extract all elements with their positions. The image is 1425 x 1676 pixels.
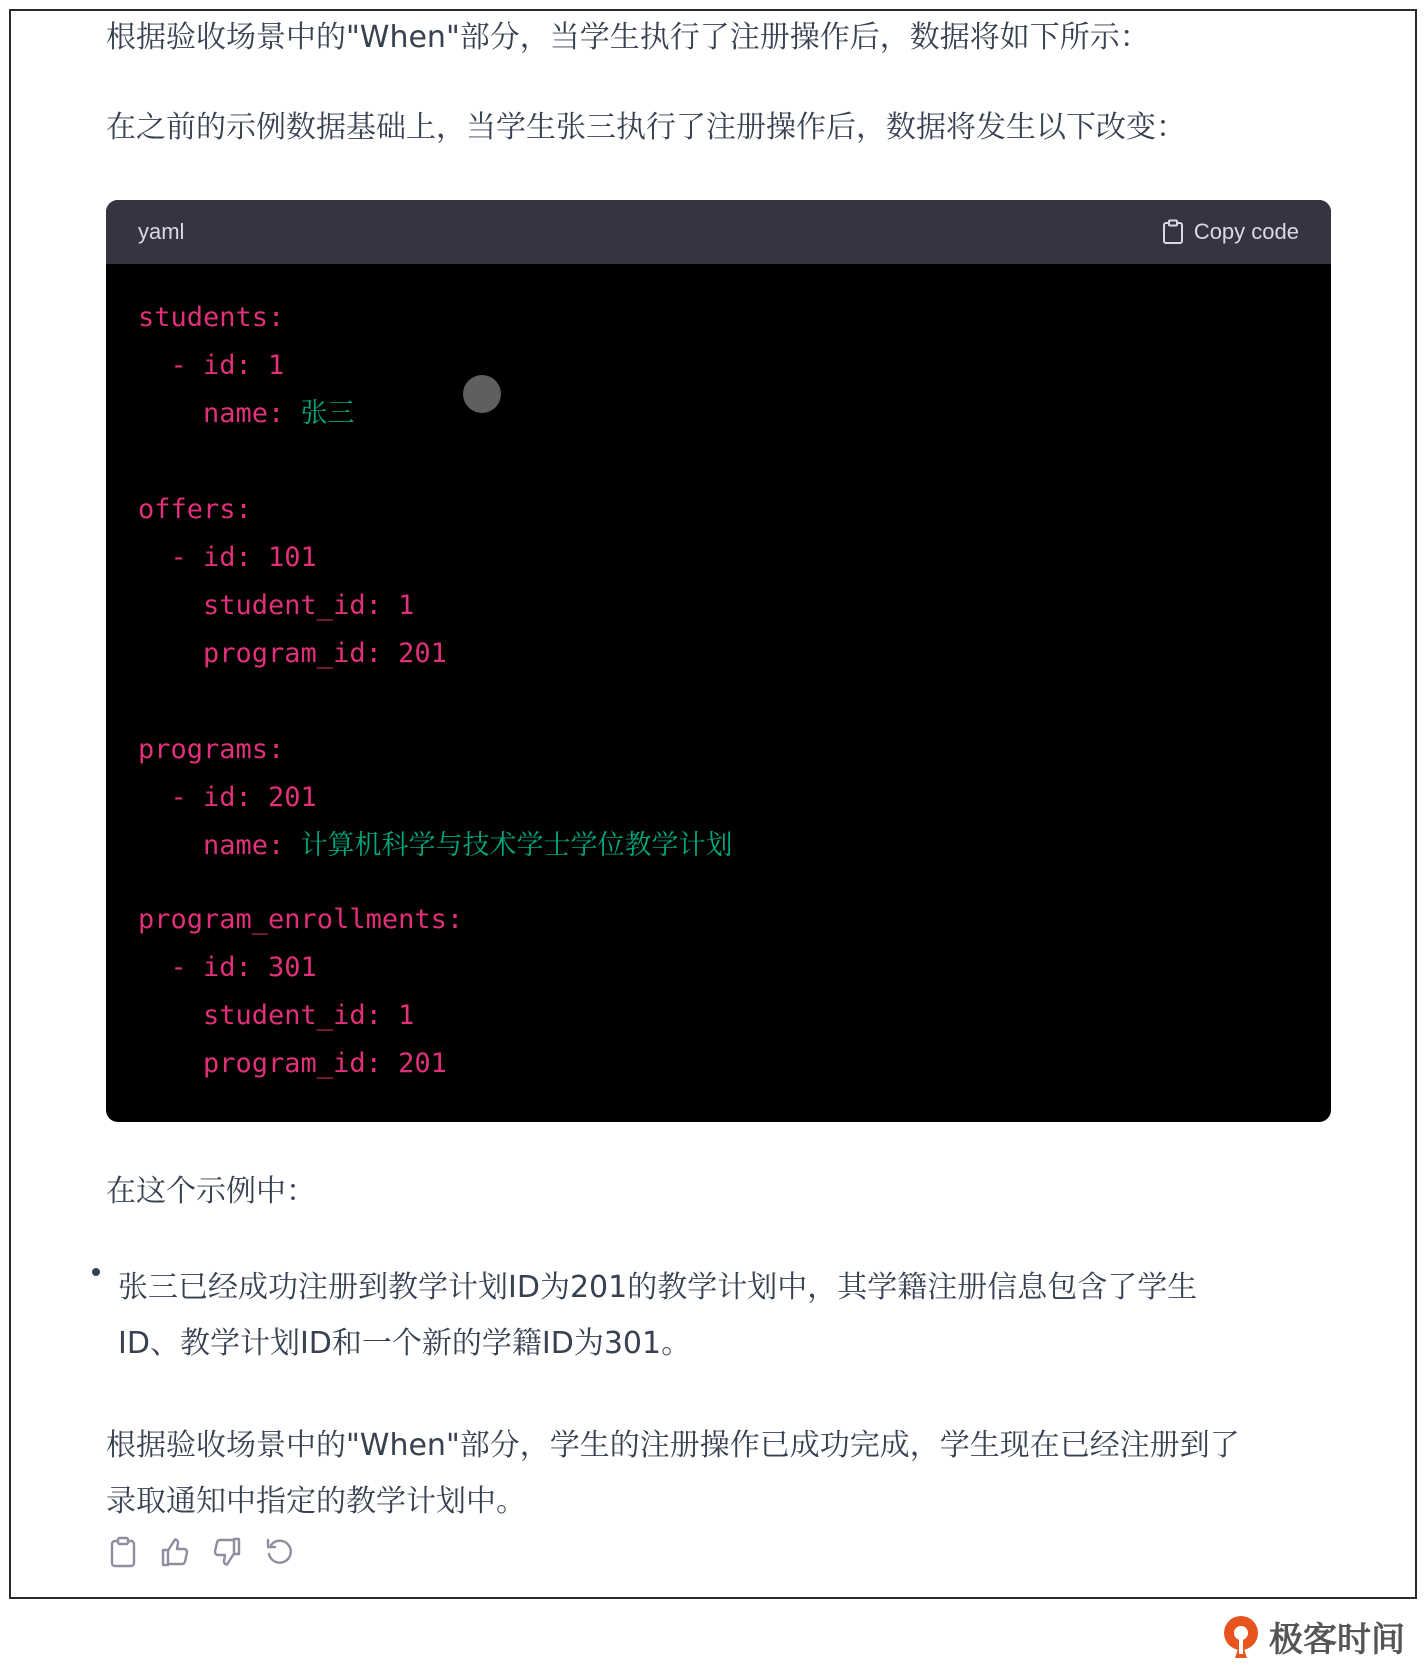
code-language-label: yaml — [138, 219, 185, 244]
code-line — [138, 582, 1299, 630]
code-header — [106, 200, 1331, 264]
brand-watermark — [1221, 1612, 1405, 1661]
mouse-cursor-indicator — [463, 375, 501, 413]
code-line-blank — [138, 678, 1299, 726]
code-line — [138, 1040, 1299, 1088]
copy-code-label: Copy code — [1193, 219, 1299, 244]
code-line — [138, 944, 1299, 992]
yaml-key: student_id: — [138, 590, 399, 621]
yaml-key: - id: — [138, 952, 269, 983]
message-actions — [108, 1536, 294, 1568]
copy-code-button[interactable] — [1162, 219, 1299, 245]
yaml-value: 301 — [268, 952, 317, 983]
code-line — [138, 774, 1299, 822]
bullet-line-2: ID、教学计划ID和一个新的学籍ID为301。 — [118, 1326, 692, 1361]
code-line — [138, 630, 1299, 678]
yaml-value: 101 — [268, 542, 317, 573]
code-line — [138, 342, 1299, 390]
code-line — [138, 896, 1299, 944]
code-line — [138, 992, 1299, 1040]
yaml-key: program_enrollments: — [138, 904, 464, 935]
thumbs-up-icon[interactable] — [160, 1536, 190, 1568]
intro-line-2: 在之前的示例数据基础上，当学生张三执行了注册操作后，数据将发生以下改变： — [106, 110, 1186, 145]
yaml-key: offers: — [138, 494, 252, 525]
yaml-value: 201 — [398, 1048, 447, 1079]
yaml-value: 1 — [398, 590, 415, 621]
geek-time-logo-icon — [1221, 1614, 1261, 1660]
yaml-key: student_id: — [138, 1000, 399, 1031]
yaml-key: name: — [138, 398, 301, 429]
yaml-value: 201 — [268, 782, 317, 813]
bullet-line-1: 张三已经成功注册到教学计划ID为201的教学计划中，其学籍注册信息包含了学生 — [118, 1270, 1198, 1305]
yaml-value: 201 — [398, 638, 447, 669]
code-line — [138, 726, 1299, 774]
example-heading: 在这个示例中： — [106, 1174, 316, 1209]
clipboard-icon — [1162, 219, 1184, 245]
code-line — [138, 294, 1299, 342]
yaml-key: - id: — [138, 350, 269, 381]
thumbs-down-icon[interactable] — [212, 1536, 242, 1568]
clipboard-icon[interactable] — [108, 1536, 138, 1568]
yaml-value: 计算机科学与技术学士学位教学计划 — [300, 830, 733, 861]
yaml-key: - id: — [138, 782, 269, 813]
code-line — [138, 534, 1299, 582]
yaml-key: program_id: — [138, 638, 399, 669]
yaml-value: 1 — [398, 1000, 415, 1031]
brand-name: 极客时间 — [1269, 1620, 1405, 1660]
code-line — [138, 486, 1299, 534]
yaml-value: 张三 — [300, 398, 355, 429]
yaml-key: students: — [138, 302, 285, 333]
code-line — [138, 822, 1299, 870]
yaml-value: 1 — [268, 350, 285, 381]
regenerate-icon[interactable] — [264, 1536, 294, 1568]
conclusion-line-2: 录取通知中指定的教学计划中。 — [106, 1484, 526, 1519]
yaml-key: name: — [138, 830, 301, 861]
code-content — [106, 264, 1331, 1088]
yaml-key: programs: — [138, 734, 285, 765]
conclusion-line-1: 根据验收场景中的"When"部分，学生的注册操作已成功完成，学生现在已经注册到了 — [106, 1428, 1240, 1463]
code-block — [106, 200, 1331, 1122]
yaml-key: - id: — [138, 542, 269, 573]
bullet-dot — [92, 1268, 100, 1276]
yaml-key: program_id: — [138, 1048, 399, 1079]
intro-line-1: 根据验收场景中的"When"部分，当学生执行了注册操作后，数据将如下所示： — [106, 20, 1150, 55]
code-line — [138, 390, 1299, 438]
code-line-blank — [138, 438, 1299, 486]
